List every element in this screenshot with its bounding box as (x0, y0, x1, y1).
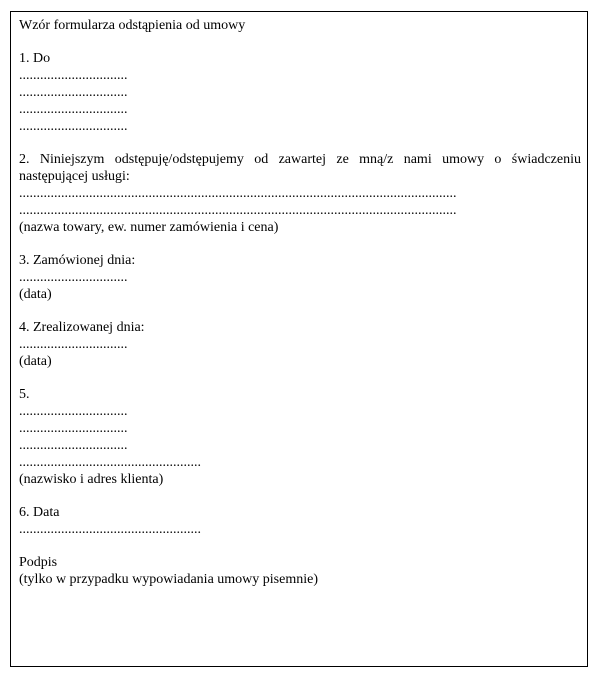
withdrawal-form (19, 17, 581, 588)
signature-heading: Podpis (19, 555, 58, 570)
service-dotted-line: ............................................................................................................................. (19, 203, 457, 218)
recipient-dotted-line: ............................... (19, 85, 128, 100)
section-5-heading: 5. (19, 387, 30, 402)
order-date-dotted-line: ............................... (19, 270, 128, 285)
section-4-heading: 4. Zrealizowanej dnia: (19, 320, 145, 335)
section-6-heading: 6. Data (19, 505, 60, 520)
client-dotted-line: ............................... (19, 421, 128, 436)
section-2-text-line-2: następującej usługi: (19, 169, 130, 184)
form-title: Wzór formularza odstąpienia od umowy (19, 18, 246, 33)
section-1-heading: 1. Do (19, 51, 51, 66)
client-dotted-line: ............................... (19, 438, 128, 453)
completion-date-caption: (data) (19, 354, 52, 369)
signature-caption: (tylko w przypadku wypowiadania umowy pisemnie) (19, 572, 318, 587)
section-3-heading: 3. Zamówionej dnia: (19, 253, 136, 268)
client-dotted-line: .................................................... (19, 455, 201, 470)
date-dotted-line: .................................................... (19, 522, 201, 537)
recipient-dotted-line: ............................... (19, 102, 128, 117)
order-date-caption: (data) (19, 287, 52, 302)
client-caption: (nazwisko i adres klienta) (19, 472, 164, 487)
client-dotted-line: ............................... (19, 404, 128, 419)
completion-date-dotted-line: ............................... (19, 337, 128, 352)
service-dotted-line: ............................................................................................................................. (19, 186, 457, 201)
service-caption: (nazwa towary, ew. numer zamówienia i cena) (19, 220, 279, 235)
recipient-dotted-line: ............................... (19, 119, 128, 134)
recipient-dotted-line: ............................... (19, 68, 128, 83)
section-2-text-line-1: 2. Niniejszym odstępuję/odstępujemy od zawartej ze mną/z nami umowy o świadczeniu (19, 152, 581, 167)
